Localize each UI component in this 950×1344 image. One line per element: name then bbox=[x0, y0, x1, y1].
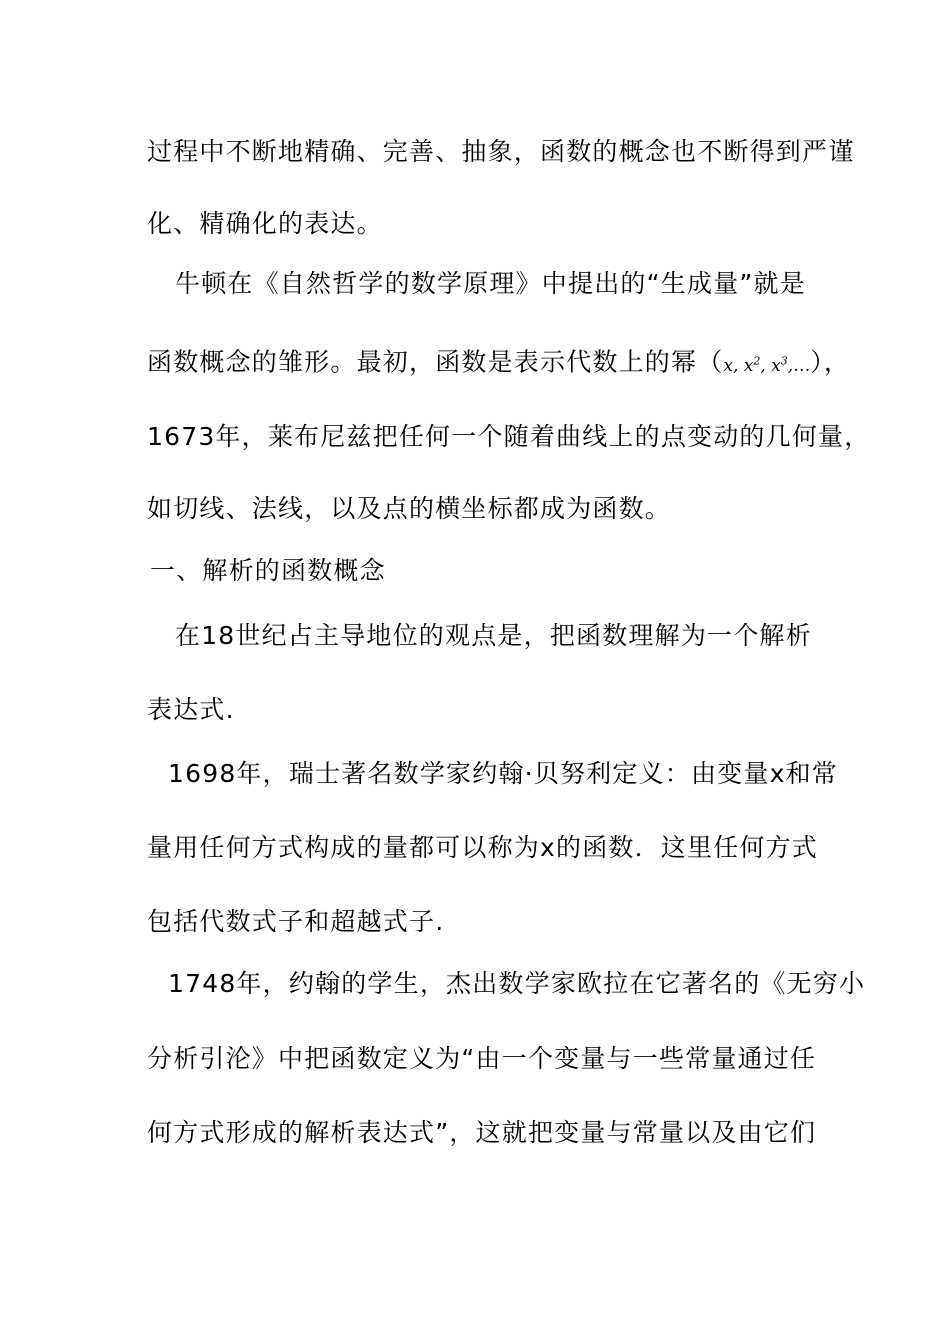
paragraph-text: ）， bbox=[810, 347, 851, 377]
paragraph-text: 函数概念的雏形。最初，函数是表示代数上的幂（ bbox=[147, 347, 724, 377]
paragraph-line: 化、精确化的表达。 bbox=[147, 209, 383, 238]
paragraph-line: 包括代数式子和超越式子. bbox=[147, 907, 445, 936]
section-heading: 一、解析的函数概念 bbox=[150, 556, 386, 585]
paragraph-line: 1698年，瑞士著名数学家约翰·贝努利定义：由变量x和常 bbox=[168, 759, 838, 788]
paragraph-line: 如切线、法线，以及点的横坐标都成为函数。 bbox=[147, 494, 672, 523]
power-series-formula: x, $x^2$, $x^3,\dots$ bbox=[723, 354, 811, 376]
paragraph-line: 表达式. bbox=[147, 695, 235, 724]
paragraph-line: 1673年，莱布尼兹把任何一个随着曲线上的点变动的几何量， bbox=[147, 422, 871, 451]
paragraph-line: 分析引沦》中把函数定义为“由一个变量与一些常量通过任 bbox=[147, 1044, 817, 1073]
paragraph-line: 量用任何方式构成的量都可以称为x的函数．这里任何方式 bbox=[147, 833, 818, 862]
paragraph-line: 在18世纪占主导地位的观点是，把函数理解为一个解析 bbox=[175, 621, 812, 650]
paragraph-line: 过程中不断地精确、完善、抽象，函数的概念也不断得到严谨 bbox=[147, 137, 855, 166]
paragraph-line: 何方式形成的解析表达式”，这就把变量与常量以及由它们 bbox=[147, 1118, 817, 1147]
paragraph-line: 牛顿在《自然哲学的数学原理》中提出的“生成量”就是 bbox=[175, 269, 806, 298]
paragraph-line: 1748年，约翰的学生，杰出数学家欧拉在它著名的《无穷小 bbox=[168, 969, 866, 998]
paragraph-line-with-formula bbox=[147, 345, 850, 382]
